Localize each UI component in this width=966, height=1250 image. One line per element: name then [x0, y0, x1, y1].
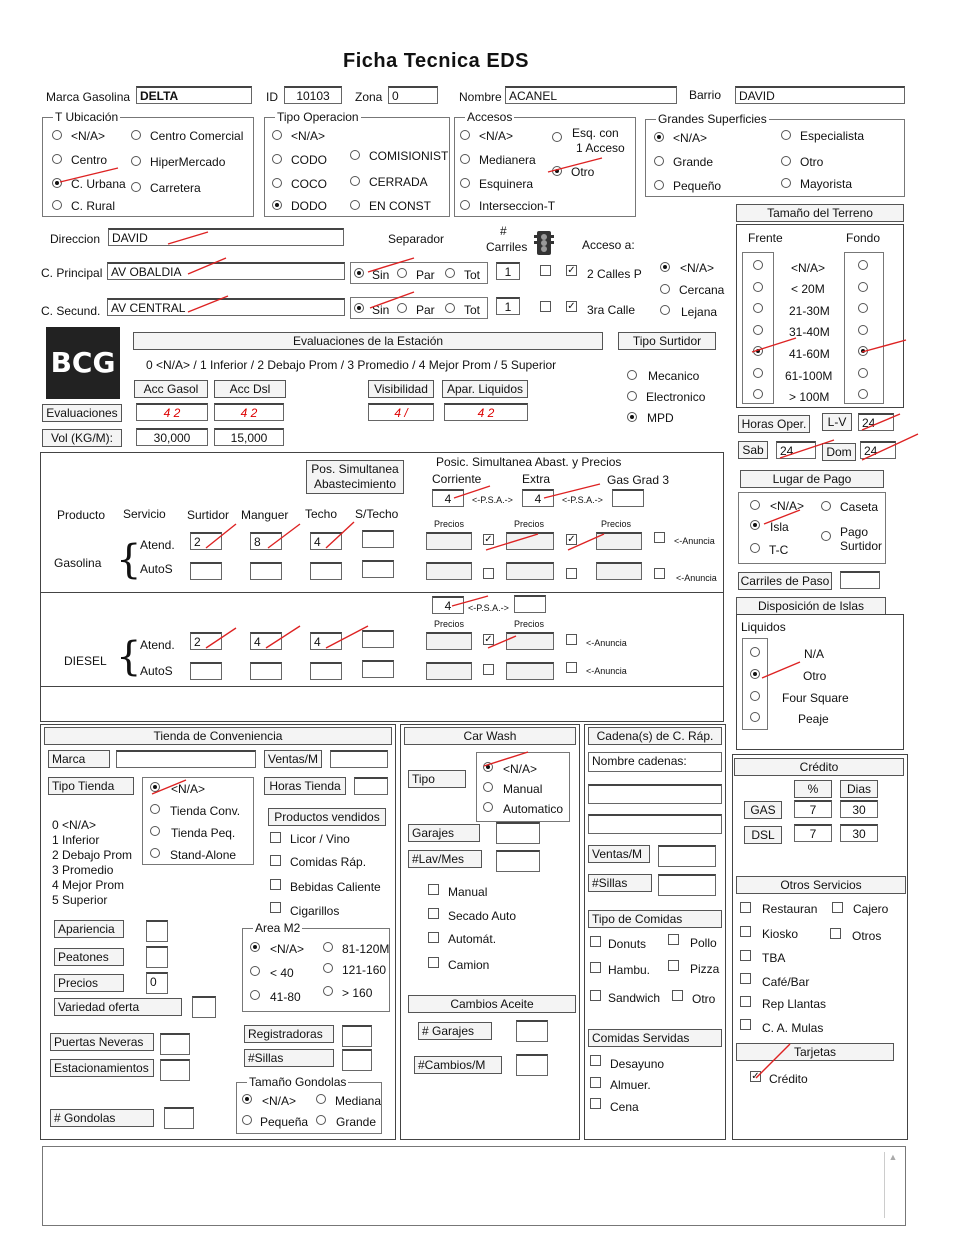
stecho-label: S/Techo	[355, 507, 399, 521]
tamano-opt-20: < 20M	[791, 282, 825, 296]
area-121-label: 121-160	[342, 963, 387, 977]
tam-gond-title: Tamaño Gondolas	[249, 1075, 347, 1089]
tienda-peq-label: Tienda Peq.	[171, 826, 236, 840]
tienda-marca-label: Marca	[48, 750, 110, 768]
gond-grande-label: Grande	[336, 1115, 377, 1129]
sab-label: Sab	[738, 441, 768, 459]
acceso-cercana-label: Cercana	[679, 283, 725, 297]
tienda-scale-3: 3 Promedio	[52, 863, 114, 877]
tipo-op-cerrada-label: CERRADA	[369, 175, 428, 189]
tamano-opt-na: <N/A>	[791, 261, 826, 275]
area-41-label: 41-80	[270, 990, 301, 1004]
g-psa-2: <-P.S.A.->	[562, 495, 603, 505]
pos-sim-header: Pos. Simultanea Abastecimiento	[306, 460, 404, 494]
accesos-1acceso-label: 1 Acceso	[576, 141, 625, 155]
ubicacion-carretera-label: Carretera	[150, 181, 201, 195]
islas-four-label: Four Square	[782, 691, 849, 705]
g-anuncia-corr-atend[interactable]: ✓	[484, 534, 493, 545]
vol-dsl-field[interactable]: 15,000	[214, 428, 284, 446]
acc-gasol-field[interactable]: 4 2	[136, 403, 208, 421]
g-precios-2: Precios	[514, 519, 545, 529]
g-atend-techo[interactable]: 4	[310, 532, 342, 550]
d-precios-2: Precios	[514, 619, 545, 629]
ubicacion-hiper-label: HiperMercado	[150, 155, 226, 169]
d-autos-label: AutoS	[140, 664, 173, 678]
surtidor-col-label: Surtidor	[187, 508, 230, 522]
id-label: ID	[266, 90, 278, 104]
accesos-medianera-label: Medianera	[479, 153, 536, 167]
lugar-pago-label: Pago	[840, 525, 869, 539]
accesos-esq-label: Esq. con	[572, 126, 619, 140]
cw-automat-label: Automát.	[448, 932, 497, 946]
acceso-na-label: <N/A>	[680, 261, 715, 275]
acceso-lejana-label: Lejana	[681, 305, 718, 319]
carwash-lav-label: #Lav/Mes	[408, 850, 482, 868]
accesos-na-label: <N/A>	[479, 129, 514, 143]
aceite-garajes-label: # Garajes	[418, 1022, 492, 1040]
tamano-header: Tamaño del Terreno	[736, 204, 904, 222]
barrio-label: Barrio	[689, 88, 722, 102]
evaluaciones-label: Evaluaciones	[42, 404, 122, 422]
evaluaciones-scale: 0 <N/A> / 1 Inferior / 2 Debajo Prom / 3 Promedio / 4 Mejor Prom / 5 Superior	[146, 358, 557, 372]
tienda-scale-1: 1 Inferior	[52, 833, 100, 847]
registradoras-label: Registradoras	[244, 1025, 334, 1043]
g-corr-field[interactable]: 4	[432, 489, 464, 507]
tipo-op-enconst-label: EN CONST	[369, 199, 432, 213]
d-anuncia-corr-atend[interactable]: ✓	[484, 634, 493, 645]
disp-islas-header: Disposición de Islas	[736, 597, 886, 615]
gond-na-label: <N/A>	[262, 1094, 297, 1108]
cajero-label: Cajero	[853, 902, 889, 916]
cigarillos-label: Cigarillos	[290, 904, 340, 918]
tienda-scale-5: 5 Superior	[52, 893, 108, 907]
principal-tot-label: Tot	[464, 268, 481, 282]
barrio-field[interactable]: DAVID	[735, 86, 905, 104]
g-atend-label: Atend.	[140, 538, 175, 552]
direccion-field[interactable]: DAVID	[108, 228, 344, 246]
bcg-logo: BCG	[46, 327, 120, 399]
tienda-precios-field[interactable]: 0	[146, 972, 168, 994]
accesos-title: Accesos	[467, 110, 513, 124]
donuts-label: Donuts	[608, 937, 647, 951]
diesel-label: DIESEL	[64, 654, 107, 668]
aceite-cambios-label: #Cambios/M	[414, 1056, 502, 1074]
extra-label: Extra	[522, 472, 551, 486]
surtidor-mecanico-label: Mecanico	[648, 369, 700, 383]
cadena-header: Cadena(s) de C. Ráp.	[588, 727, 722, 745]
cena-label: Cena	[610, 1100, 639, 1114]
carwash-garajes-label: Garajes	[408, 824, 480, 842]
g-autos-label: AutoS	[140, 562, 173, 576]
g-precios-3: Precios	[601, 519, 632, 529]
diesel-brace-icon: {	[116, 634, 142, 680]
area-81-label: 81-120M	[342, 942, 390, 956]
pollo-label: Pollo	[690, 936, 717, 950]
productos-vendidos-header: Productos vendidos	[268, 808, 386, 826]
grandes-mayorista-label: Mayorista	[800, 177, 853, 191]
tienda-na-label: <N/A>	[171, 782, 206, 796]
ubicacion-centro-label: Centro	[71, 153, 108, 167]
islas-peaje-label: Peaje	[798, 712, 829, 726]
tienda-ventas-label: Ventas/M	[264, 750, 322, 768]
ubicacion-urbana-label: C. Urbana	[71, 177, 126, 191]
tamano-opt-100: 61-100M	[785, 369, 833, 383]
secund-3racalle-check[interactable]: ✓	[567, 301, 576, 312]
cadena-nombre-field[interactable]: Nombre cadenas:	[588, 752, 722, 772]
gond-mediana-label: Mediana	[335, 1094, 382, 1108]
marca-label: Marca Gasolina	[46, 90, 131, 104]
d-atend-surtidor[interactable]: 2	[190, 632, 222, 650]
vol-gasol-field[interactable]: 30,000	[136, 428, 208, 446]
llantas-label: Rep Llantas	[762, 997, 827, 1011]
principal-field[interactable]: AV OBALDIA	[107, 262, 345, 280]
d-atend-techo[interactable]: 4	[310, 632, 342, 650]
separador-label: Separador	[388, 232, 445, 246]
sandwich-label: Sandwich	[608, 991, 661, 1005]
tienda-tipo-label: Tipo Tienda	[48, 777, 134, 795]
puertas-label: Puertas Neveras	[50, 1033, 154, 1051]
d-atend-manguer[interactable]: 4	[250, 632, 282, 650]
variedad-label: Variedad oferta	[54, 998, 182, 1016]
carwash-auto-label: Automatico	[503, 802, 564, 816]
tarjeta-credito-check[interactable]: ✓	[751, 1071, 760, 1082]
principal-sin-label: Sin	[372, 268, 390, 282]
g-atend-manguer[interactable]: 8	[250, 532, 282, 550]
grandes-na-label: <N/A>	[673, 131, 708, 145]
accesos-esquinera-label: Esquinera	[479, 177, 534, 191]
g-anuncia-extra-atend[interactable]: ✓	[567, 534, 576, 545]
liquidos-label: Liquidos	[741, 620, 786, 634]
credito-header: Crédito	[734, 758, 904, 776]
tienda-sillas-label: #Sillas	[244, 1049, 334, 1067]
carriles-paso-label: Carriles de Paso	[738, 572, 832, 590]
carwash-tipo-label: Tipo	[408, 770, 466, 788]
credito-gas-dias[interactable]: 30	[840, 800, 878, 818]
credito-dsl-label: DSL	[744, 826, 782, 844]
principal-label: C. Principal	[41, 266, 103, 280]
fondo-label: Fondo	[846, 231, 881, 245]
otros-header: Otros Servicios	[736, 876, 906, 894]
principal-par-label: Par	[416, 268, 435, 282]
tipo-op-codo-label: CODO	[291, 153, 327, 167]
gondolas-label: # Gondolas	[50, 1109, 154, 1127]
gas3-label: Gas Grad 3	[607, 473, 670, 487]
tipo-comidas-header: Tipo de Comidas	[588, 910, 722, 928]
lugar-surtidor-label: Surtidor	[840, 539, 883, 553]
credito-dsl-pct[interactable]: 7	[794, 824, 832, 842]
area-title: Area M2	[255, 921, 301, 935]
restauran-label: Restauran	[762, 902, 818, 916]
producto-label: Producto	[57, 508, 106, 522]
d-psa: <-P.S.A.->	[468, 603, 509, 613]
lugar-na-label: <N/A>	[770, 499, 805, 513]
d-atend-label: Atend.	[140, 638, 175, 652]
carwash-header: Car Wash	[404, 727, 576, 745]
carwash-na-label: <N/A>	[503, 762, 538, 776]
acc-gasol-header: Acc Gasol	[134, 380, 208, 398]
credito-gas-pct[interactable]: 7	[794, 800, 832, 818]
g-anuncia-label-1: <-Anuncia	[674, 536, 715, 546]
carriles-hash: #	[500, 224, 507, 238]
credito-dsl-dias[interactable]: 30	[840, 824, 878, 842]
ubicacion-na-label: <N/A>	[71, 129, 106, 143]
g-atend-surtidor[interactable]: 2	[190, 532, 222, 550]
sab-field[interactable]: 24	[776, 441, 816, 459]
cadena-sillas-label: #Sillas	[588, 874, 652, 892]
gasolina-brace-icon: {	[116, 537, 142, 583]
zona-field[interactable]: 0	[388, 86, 438, 104]
servicio-label: Servicio	[123, 507, 166, 521]
estac-label: Estacionamientos	[50, 1059, 154, 1077]
comidas-rap-label: Comidas Ráp.	[290, 855, 367, 869]
tipo-op-coco-label: COCO	[291, 177, 327, 191]
accesos-interseccion-label: Interseccion-T	[479, 199, 556, 213]
direccion-label: Direccion	[50, 232, 101, 246]
servidas-header: Comidas Servidas	[588, 1029, 722, 1047]
g-precios-1: Precios	[434, 519, 465, 529]
ubicacion-rural-label: C. Rural	[71, 199, 116, 213]
hambu-label: Hambu.	[608, 963, 651, 977]
secund-label: C. Secund.	[41, 304, 101, 318]
principal-carriles-field[interactable]: 1	[496, 262, 520, 280]
credito-pct-header: %	[794, 780, 832, 798]
surtidor-header: Tipo Surtidor	[618, 332, 716, 350]
secund-3racalle-label: 3ra Calle	[587, 303, 636, 317]
tamano-opt-40: 31-40M	[789, 325, 830, 339]
surtidor-electronico-label: Electronico	[646, 390, 706, 404]
otros-serv-label: Otros	[852, 929, 882, 943]
ubicacion-cc-label: Centro Comercial	[150, 129, 244, 143]
secund-field[interactable]: AV CENTRAL	[107, 298, 345, 316]
gond-pequena-label: Pequeña	[260, 1115, 309, 1129]
g-anuncia-label-2: <-Anuncia	[676, 573, 717, 583]
tarjeta-credito-label: Crédito	[769, 1072, 808, 1086]
tba-label: TBA	[762, 951, 786, 965]
cadena-ventas-label: Ventas/M	[588, 845, 650, 863]
tamano-opt-more: > 100M	[789, 390, 830, 404]
tienda-precios-label: Precios	[54, 974, 124, 992]
tarjetas-header: Tarjetas	[736, 1043, 894, 1061]
accesos-otro-label: Otro	[571, 165, 595, 179]
secund-tot-label: Tot	[464, 303, 481, 317]
otro-comida-label: Otro	[692, 992, 716, 1006]
notes-scrollbar[interactable]: ▲	[884, 1152, 901, 1218]
credito-gas-label: GAS	[744, 801, 782, 819]
tienda-header: Tienda de Conveniencia	[44, 727, 392, 745]
vol-label: Vol (KG/M):	[42, 429, 122, 447]
cw-manual-label: Manual	[448, 885, 488, 899]
g-extra-field[interactable]: 4	[522, 489, 554, 507]
principal-2calles-label: 2 Calles P	[587, 267, 642, 281]
tienda-stand-label: Stand-Alone	[170, 848, 237, 862]
lv-field[interactable]: 24	[858, 413, 894, 431]
lugar-caseta-label: Caseta	[840, 500, 879, 514]
tienda-scale-0: 0 <N/A>	[52, 818, 97, 832]
nombre-label: Nombre	[459, 90, 502, 104]
bebidas-label: Bebidas Caliente	[290, 880, 381, 894]
carwash-manual-label: Manual	[503, 782, 543, 796]
visibilidad-field[interactable]: 4 /	[368, 403, 434, 421]
aceite-header: Cambios Aceite	[408, 995, 576, 1013]
tamano-opt-60: 41-60M	[789, 347, 830, 361]
kiosko-label: Kiosko	[762, 927, 799, 941]
almuer-label: Almuer.	[610, 1078, 651, 1092]
acc-dsl-field[interactable]: 4 2	[214, 403, 284, 421]
cafe-label: Café/Bar	[762, 975, 810, 989]
carriles-label: Carriles	[486, 240, 528, 254]
zona-label: Zona	[355, 90, 383, 104]
nombre-field[interactable]: ACANEL	[505, 86, 677, 104]
tipo-operacion-title: Tipo Operacion	[277, 110, 359, 124]
cw-camion-label: Camion	[448, 958, 490, 972]
secund-sin-label: Sin	[372, 303, 390, 317]
desayuno-label: Desayuno	[610, 1057, 665, 1071]
visibilidad-header: Visibilidad	[368, 380, 434, 398]
secund-par-label: Par	[416, 303, 435, 317]
grandes-otro-label: Otro	[800, 155, 824, 169]
corriente-label: Corriente	[432, 472, 482, 486]
lv-label: L-V	[822, 413, 852, 431]
lugar-tc-label: T-C	[769, 543, 789, 557]
tipo-op-comisionist-label: COMISIONIST	[369, 149, 449, 163]
mulas-label: C. A. Mulas	[762, 1021, 824, 1035]
horas-label: Horas Oper.	[738, 415, 810, 433]
acc-dsl-header: Acc Dsl	[214, 380, 286, 398]
d-precios-1: Precios	[434, 619, 465, 629]
manguer-label: Manguer	[241, 508, 289, 522]
d-anuncia-label-2: <-Anuncia	[586, 666, 627, 676]
area-na-label: <N/A>	[270, 942, 305, 956]
islas-otro-label: Otro	[803, 669, 827, 683]
cw-secado-label: Secado Auto	[448, 909, 517, 923]
d-anuncia-label-1: <-Anuncia	[586, 638, 627, 648]
lugar-pago-header: Lugar de Pago	[740, 470, 884, 488]
credito-dias-header: Dias	[840, 780, 878, 798]
tipo-op-na-label: <N/A>	[291, 129, 326, 143]
tienda-horas-label: Horas Tienda	[264, 777, 346, 795]
lugar-isla-label: Isla	[770, 520, 789, 534]
pizza-label: Pizza	[690, 962, 720, 976]
dom-field[interactable]: 24	[860, 441, 896, 459]
grandes-grande-label: Grande	[673, 155, 714, 169]
apariencia-label: Apariencia	[54, 920, 124, 938]
islas-na-label: N/A	[804, 647, 825, 661]
d-corr-field[interactable]: 4	[432, 596, 464, 614]
surtidor-mpd-label: MPD	[647, 411, 674, 425]
evaluaciones-header: Evaluaciones de la Estación	[133, 332, 603, 350]
grandes-title: Grandes Superficies	[658, 112, 767, 126]
tienda-conv-label: Tienda Conv.	[170, 804, 241, 818]
tienda-scale-4: 4 Mejor Prom	[52, 878, 125, 892]
page-title: Ficha Tecnica EDS	[343, 50, 529, 72]
secund-carriles-field[interactable]: 1	[496, 297, 520, 315]
tamano-opt-30: 21-30M	[789, 304, 830, 318]
gasolina-label: Gasolina	[54, 556, 102, 570]
pos-abast-label: Posic. Simultanea Abast. y Precios	[436, 455, 622, 469]
area-40-label: < 40	[270, 966, 294, 980]
grandes-pequeno-label: Pequeño	[673, 179, 722, 193]
acceso-a-label: Acceso a:	[582, 238, 635, 252]
apar-field[interactable]: 4 2	[444, 403, 528, 421]
area-160-label: > 160	[342, 986, 373, 1000]
apar-header: Apar. Liquidos	[442, 380, 528, 398]
licor-label: Licor / Vino	[290, 832, 350, 846]
principal-2calles-check[interactable]: ✓	[567, 265, 576, 276]
tipo-op-dodo-label: DODO	[291, 199, 327, 213]
peatones-label: Peatones	[54, 948, 124, 966]
marca-field[interactable]: DELTA	[136, 86, 252, 104]
frente-label: Frente	[748, 231, 783, 245]
grandes-especialista-label: Especialista	[800, 129, 865, 143]
g-psa-1: <-P.S.A.->	[472, 495, 513, 505]
tienda-scale-2: 2 Debajo Prom	[52, 848, 133, 862]
ubicacion-title: T Ubicación	[55, 110, 119, 124]
id-field[interactable]: 10103	[284, 86, 342, 104]
dom-label: Dom	[822, 443, 856, 461]
techo-label: Techo	[305, 507, 338, 521]
